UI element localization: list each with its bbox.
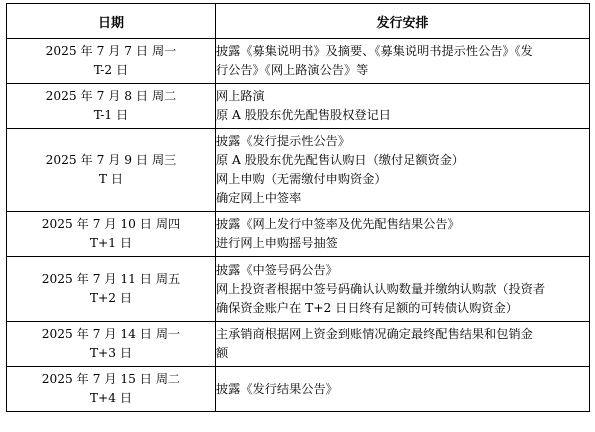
calendar-date: 2025 年 7 月 10 日 周四	[41, 217, 181, 231]
plan-line: 网上路演	[216, 89, 265, 103]
plan-cell	[216, 212, 590, 257]
calendar-date: 2025 年 7 月 14 日 周一	[41, 327, 181, 341]
calendar-date: 2025 年 7 月 7 日 周一	[45, 44, 177, 58]
date-column-header: 日期	[7, 4, 216, 39]
date-cell	[7, 84, 216, 129]
plan-cell	[216, 322, 590, 367]
trading-day-label: T+2 日	[89, 291, 133, 305]
plan-line: 网上投资者根据中签号码确认认购数量并缴纳认购款（投资者	[216, 281, 546, 296]
trading-day-label: T+4 日	[89, 391, 133, 405]
plan-cell	[216, 257, 590, 322]
table-row	[7, 257, 590, 322]
table-row	[7, 84, 590, 129]
trading-day-label: T 日	[98, 172, 124, 186]
table-row	[7, 367, 590, 412]
plan-line: 进行网上申购摇号抽签	[216, 236, 338, 250]
calendar-date: 2025 年 7 月 9 日 周三	[45, 153, 177, 167]
plan-line: 原 A 股股东优先配售股权登记日	[216, 108, 391, 122]
plan-cell	[216, 129, 590, 212]
plan-column-header: 发行安排	[216, 4, 590, 39]
date-cell	[7, 257, 216, 322]
trading-day-label: T-2 日	[93, 63, 129, 77]
calendar-date: 2025 年 7 月 15 日 周二	[41, 372, 181, 386]
plan-line: 披露《中签号码公告》	[216, 262, 338, 277]
plan-line: 行公告》《网上路演公告》等	[216, 63, 369, 77]
date-cell	[7, 367, 216, 412]
table-row	[7, 129, 590, 212]
table-row	[7, 322, 590, 367]
plan-line: 主承销商根据网上资金到账情况确定最终配售结果和包销金	[216, 327, 533, 341]
calendar-date: 2025 年 7 月 8 日 周二	[45, 89, 177, 103]
plan-line: 确定网上中签率	[216, 191, 302, 205]
trading-day-label: T+3 日	[89, 346, 133, 360]
date-cell	[7, 212, 216, 257]
plan-line: 披露《募集说明书》及摘要、《募集说明书提示性公告》《发	[216, 44, 533, 58]
plan-line: 网上申购（无需缴付申购资金）	[216, 172, 387, 186]
table-header-row	[7, 4, 590, 39]
plan-line: 披露《发行结果公告》	[216, 381, 338, 396]
plan-line: 披露《发行提示性公告》	[216, 134, 351, 148]
plan-cell	[216, 84, 590, 129]
plan-line: 额	[216, 346, 229, 360]
date-cell	[7, 39, 216, 84]
trading-day-label: T-1 日	[93, 108, 129, 122]
date-cell	[7, 322, 216, 367]
plan-cell	[216, 367, 590, 412]
plan-line: 原 A 股股东优先配售认购日（缴付足额资金）	[216, 153, 465, 167]
plan-line: 确保资金账户在 T+2 日日终有足额的可转债认购资金）	[216, 300, 518, 315]
trading-day-label: T+1 日	[89, 236, 133, 250]
plan-line: 披露《网上发行中签率及优先配售结果公告》	[216, 217, 460, 231]
calendar-date: 2025 年 7 月 11 日 周五	[41, 272, 181, 286]
issuance-schedule-table	[6, 3, 590, 412]
table-row	[7, 212, 590, 257]
date-cell	[7, 129, 216, 212]
page-cut-edge	[0, 428, 595, 432]
table-row	[7, 39, 590, 84]
plan-cell	[216, 39, 590, 84]
